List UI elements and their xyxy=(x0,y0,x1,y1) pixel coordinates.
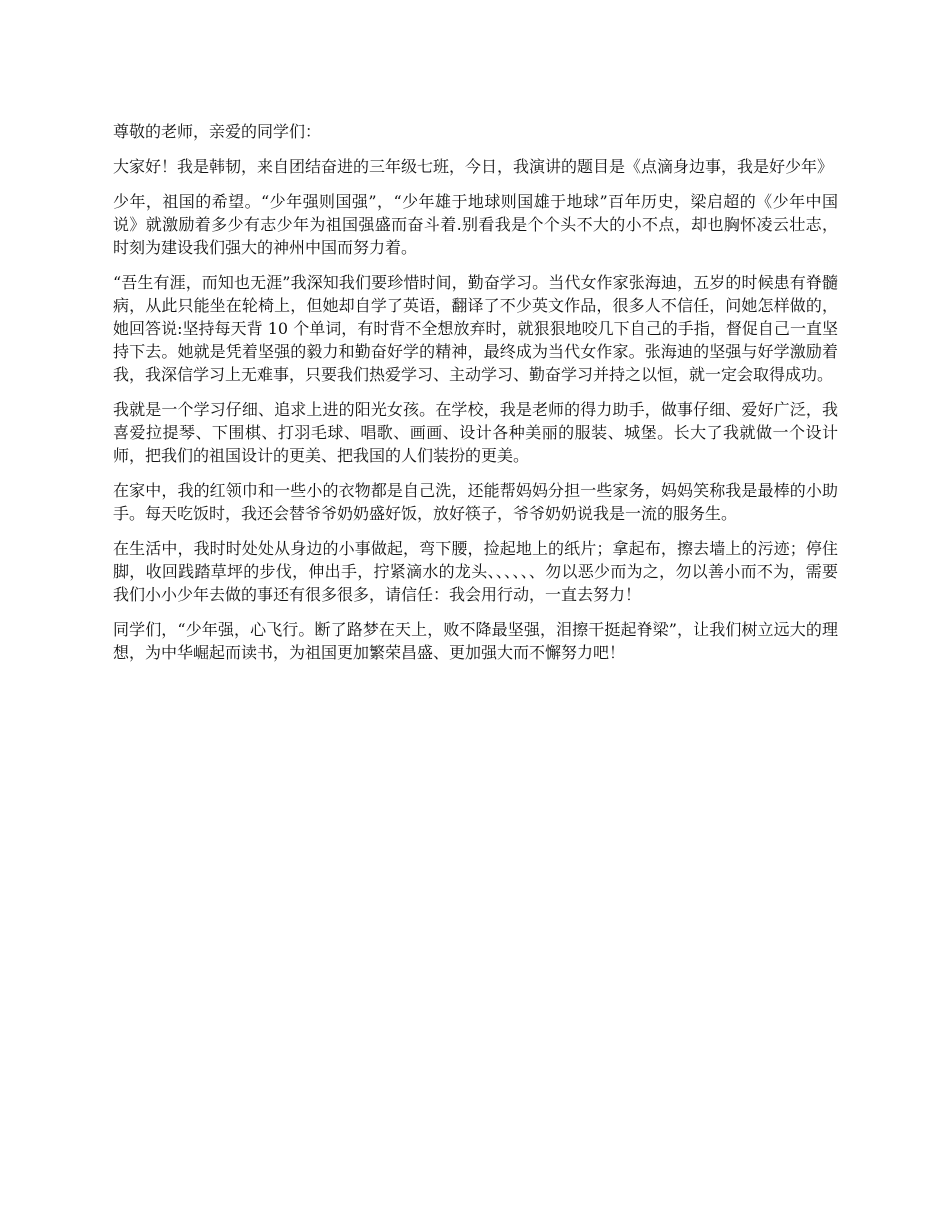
body-paragraph: 少年，祖国的希望。“少年强则国强”，“少年雄于地球则国雄于地球”百年历史，梁启超的《少年中国说》就激励着多少有志少年为祖国强盛而奋斗着.别看我是个个头不大的小不点，却也胸怀凌云壮志，时刻为建设我们强大的神州中国而努力着。 xyxy=(113,192,838,257)
greeting-paragraph: 大家好！我是韩韧，来自团结奋进的三年级七班，今日，我演讲的题目是《点滴身边事，我是好少年》 xyxy=(113,157,834,176)
body-paragraph: 在生活中，我时时处处从身边的小事做起，弯下腰，捡起地上的纸片；拿起布，擦去墙上的污迹；停住脚，收回践踏草坪的步伐，伸出手，拧紧滴水的龙头、、、、、、勿以恶少而为之，勿以善小而不为，需要我们小小少年去做的事还有很多很多，请信任：我会用行动，一直去努力！ xyxy=(113,539,838,604)
body-paragraph: 我就是一个学习仔细、追求上进的阳光女孩。在学校，我是老师的得力助手，做事仔细、爱好广泛，我喜爱拉提琴、下围棋、打羽毛球、唱歌、画画、设计各种美丽的服装、城堡。长大了我就做一个设计师，把我们的祖国设计的更美、把我国的人们装扮的更美。 xyxy=(113,400,838,465)
body-paragraph: 在家中，我的红领巾和一些小的衣物都是自己洗，还能帮妈妈分担一些家务，妈妈笑称我是最棒的小助手。每天吃饭时，我还会替爷爷奶奶盛好饭，放好筷子，爷爷奶奶说我是一流的服务生。 xyxy=(113,481,838,523)
document-page xyxy=(113,120,838,676)
closing-paragraph: 同学们，“少年强，心飞行。断了路梦在天上，败不降最坚强，泪擦干挺起脊梁”，让我们树立远大的理想，为中华崛起而读书，为祖国更加繁荣昌盛、更加强大而不懈努力吧！ xyxy=(113,620,838,662)
salutation-paragraph: 尊敬的老师，亲爱的同学们： xyxy=(113,122,322,141)
body-paragraph: “吾生有涯，而知也无涯”我深知我们要珍惜时间，勤奋学习。当代女作家张海迪，五岁的时候患有脊髓病，从此只能坐在轮椅上，但她却自学了英语，翻译了不少英文作品，很多人不信任，问她怎样做的，她回答说:坚持每天背 10 个单词，有时背不全想放弃时，就狠狠地咬几下自己的手指，督促自己一直坚持下去。她就是凭着坚强的毅力和勤奋好学的精神，最终成为当代女作家。张海迪的坚强与好学激励着我，我深信学习上无难事，只要我们热爱学习、主动学习、勤奋学习并持之以恒，就一定会取得成功。 xyxy=(113,273,838,384)
